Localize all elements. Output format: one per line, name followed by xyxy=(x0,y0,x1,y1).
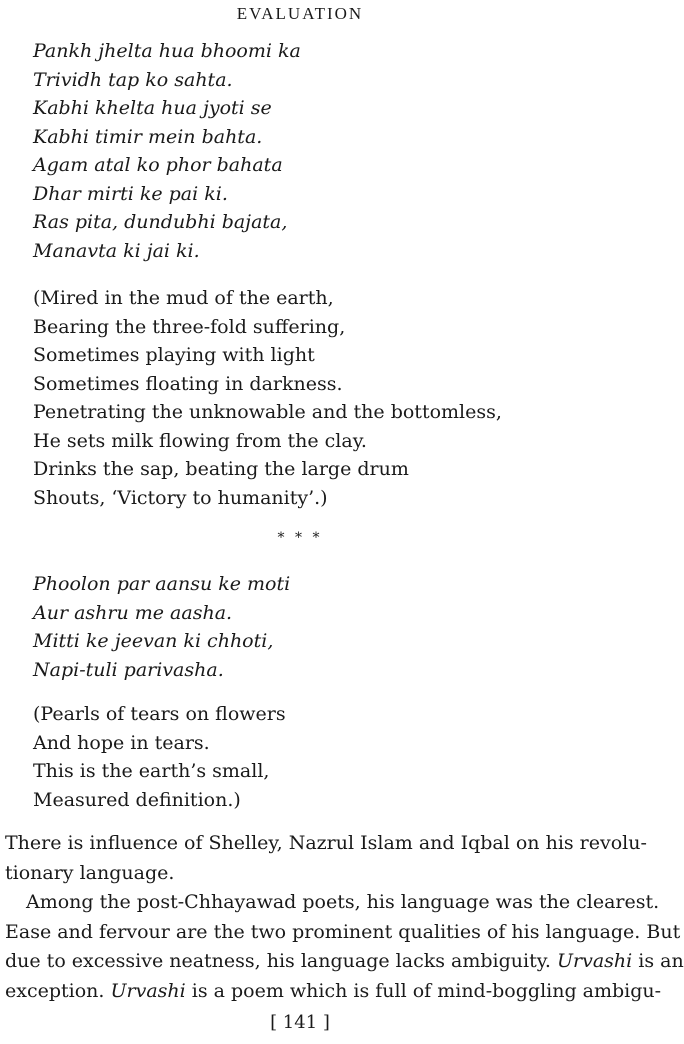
body-paragraph-2 xyxy=(5,888,684,1006)
translation-line: Sometimes playing with light xyxy=(33,344,315,366)
translation-line: Penetrating the unknowable and the bottomless, xyxy=(33,401,502,423)
translation-line: He sets milk flowing from the clay. xyxy=(33,429,367,452)
verse-line: Pankh jhelta hua bhoomi ka xyxy=(33,40,301,62)
verse-line: Aur ashru me aasha. xyxy=(33,601,233,624)
paragraph-line: There is influence of Shelley, Nazrul Islam and Iqbal on his revolu- xyxy=(5,832,647,854)
paragraph-line xyxy=(5,977,662,1007)
page-number: [ 141 ] xyxy=(270,1012,330,1033)
translation-line: (Pearls of tears on flowers xyxy=(33,703,286,725)
verse-line: Kabhi timir mein bahta. xyxy=(33,125,263,148)
paragraph-text: is a poem which is full of mind-boggling ambigu- xyxy=(185,979,662,1002)
translation-line: Measured definition.) xyxy=(33,788,241,811)
running-header: EVALUATION xyxy=(236,4,364,23)
paragraph-text: is an xyxy=(632,950,684,972)
verse-line: Trividh tap ko sahta. xyxy=(33,68,233,91)
hindi-stanza-2 xyxy=(33,570,290,684)
translation-line: This is the earth’s small, xyxy=(33,760,270,782)
paragraph-line: tionary language. xyxy=(5,861,175,884)
verse-line: Kabhi khelta hua jyoti se xyxy=(33,97,272,119)
paragraph-text: due to excessive neatness, his language lacks ambiguity. xyxy=(5,950,557,972)
paragraph-line: Ease and fervour are the two prominent qualities of his language. But xyxy=(5,920,681,943)
translation-line: Sometimes floating in darkness. xyxy=(33,372,343,395)
translation-line: And hope in tears. xyxy=(33,731,210,754)
verse-line: Phoolon par aansu ke moti xyxy=(33,573,291,595)
paragraph-text: exception. xyxy=(5,979,111,1002)
verse-line: Mitti ke jeevan ki chhoti, xyxy=(33,630,274,652)
paragraph-line xyxy=(5,947,684,977)
italic-title-urvashi: Urvashi xyxy=(557,950,633,972)
paragraph-line: Among the post-Chhayawad poets, his language was the clearest. xyxy=(26,891,660,913)
italic-title-urvashi: Urvashi xyxy=(110,979,186,1002)
translation-line: Drinks the sap, beating the large drum xyxy=(33,458,409,480)
english-translation-2 xyxy=(33,700,286,814)
english-translation-1 xyxy=(33,284,502,512)
section-separator: * * * xyxy=(277,530,323,546)
body-paragraph-1 xyxy=(5,829,647,888)
verse-line: Agam atal ko phor bahata xyxy=(33,154,283,176)
translation-line: Shouts, ‘Victory to humanity’.) xyxy=(33,486,328,509)
translation-line: Bearing the three-fold suffering, xyxy=(33,315,346,338)
verse-line: Napi-tuli parivasha. xyxy=(33,658,224,681)
verse-line: Dhar mirti ke pai ki. xyxy=(33,182,228,205)
verse-line: Manavta ki jai ki. xyxy=(33,239,200,262)
hindi-stanza-1 xyxy=(33,37,301,265)
translation-line: (Mired in the mud of the earth, xyxy=(33,287,334,309)
verse-line: Ras pita, dundubhi bajata, xyxy=(33,211,288,233)
